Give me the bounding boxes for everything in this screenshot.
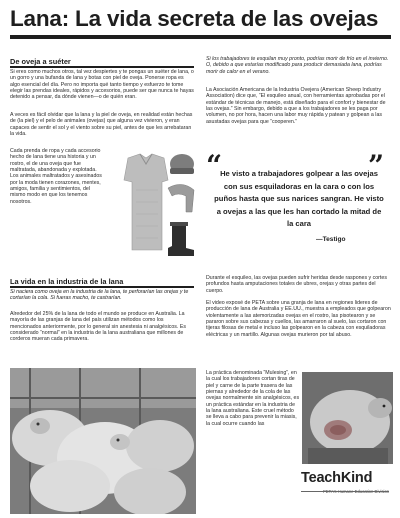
- paragraph-australia: Alrededor del 25% de la lana de todo el mundo se produce en Australia. La mayoría de las granjas de lana del país utilizan métodos como los mencionados anteriormente, por lo general sin anestesia ni analgésicos. Es considerado “normal” en la industria de la lana australiana que millones de corderos mueran cada primavera.: [10, 311, 186, 343]
- section-heading-sweater: De oveja a suéter: [10, 57, 71, 66]
- mulesed-sheep-photo: [302, 372, 393, 464]
- sheep-photo: [10, 368, 196, 514]
- close-quote-icon: ”: [368, 149, 385, 182]
- paragraph-shearing-timing: Si los trabajadores te esquilan muy pronto, podrías morir de frío en el invierno. O, debido a que estarías modificado para producir demasiada lana, podrías morir de calor en el verano.: [206, 56, 389, 75]
- quote-attribution: —Testigo: [316, 236, 346, 243]
- paragraph-mulesing: La práctica denominada “Mulesing”, en la cual los trabajadores cortan tiras de piel y carne de la parte trasera de las piernas y alrededor de la cola de las ovejas normalmente sin analgésicos, es un práctica estándar en la industria de la lana australiana. Este cruel método se lleva a cabo para prevenir la miasis, la cual ocurre cuando las: [206, 370, 300, 427]
- paragraph-sweater-intro: Si eres como muchos otros, tal vez despiertes y te pongas un suéter de lana, o un gorro y una bufanda de lana y botas con piel de oveja. Ponerse ropa es algo esencial del día. Pero no importa qué tanto tiempo y esfuerzo te tome elegir las prendas ideales, rápidos y accesorios, puede ser que nunca te hayas detenido a pensar, da dónde vienen—o de quién eran.: [10, 69, 194, 101]
- paragraph-industry-intro: Si naciera como oveja en la industria de la lana, te perforarían las orejas y te cortarían la cola. Si fueras macho, te castrarían.: [10, 289, 189, 302]
- section-rule: [10, 66, 194, 68]
- brand-rule: [301, 491, 389, 492]
- paragraph-industry-association: La Asociación Americana de la Industria Ovejera (American Sheep Industry Association) dice que, “El esquileo anual, con herramientas aprobadas por el estándar de técnicas de manejo, está diseñado para el confort y bienestar de las ovejas.” Sin embargo, debido a que a los trabajadores se les paga por volumen, no por hora, hacen una labor muy rápida y patean y golpean a las asustadas ovejas para que “cooperen.”: [206, 87, 386, 125]
- paragraph-wool-origin: A veces es fácil olvidar que la lana y la piel de oveja, en realidad están hechas de (la piel) y el pelo de animales (ovejas) que alguna vez vivieron, y eran capaces de sentir el sol y el viento sobre su piel, antes de que les arrebataran la vida.: [10, 112, 193, 138]
- section-heading-industry: La vida en la industria de la lana: [10, 277, 124, 286]
- open-quote-icon: “: [206, 149, 223, 182]
- wool-clothing-image: [106, 150, 198, 262]
- brand-name: TeachKind: [301, 470, 373, 486]
- paragraph-garment-story: Cada prenda de ropa y cada accesorio hecho de lana tiene una historia y un rostro, el de una oveja que fue maltratada, abandonada y explotada. Los animales maltratados y asesinados por la moda tienen corazones, mentes, amigos, familia y sentimientos, del mismo modo en que los tenemos nosotros.: [10, 148, 102, 205]
- pull-quote: He visto a trabajadores golpear a las ovejas con sus esquiladoras en la cara o con los puños hasta que sus narices sangran. He visto a ovejas a las que les han cortado la mitad de la cara: [214, 169, 384, 229]
- section-rule: [10, 286, 194, 288]
- page-title: Lana: La vida secreta de las ovejas: [10, 6, 379, 31]
- teachkind-logo: [301, 470, 393, 494]
- paragraph-shearing-injuries: Durante el esquileo, las ovejas pueden sufrir heridas desde raspones y cortes profundos hasta amputaciones totales de ubres, orejas y otras partes del cuerpo.: [206, 275, 387, 294]
- paragraph-peta-expose: El video exposé de PETA sobre una granja de lana en regiones lideres de producción de lana de Australia y EE.UU., muestra a empleados que golpearon violentamente a las atemorizadas ovejas en el rostro, las pisotearon y se pararon sobre sus cabezas y cuellos, las amarraron al suelo, las cortaron con tijeras filosas de metal e incluso las golpearon en la cabeza con esquiladoras eléctricas y un martillo. Algunas ovejas murieron por tal abuso.: [206, 300, 391, 338]
- title-underline: [10, 35, 391, 39]
